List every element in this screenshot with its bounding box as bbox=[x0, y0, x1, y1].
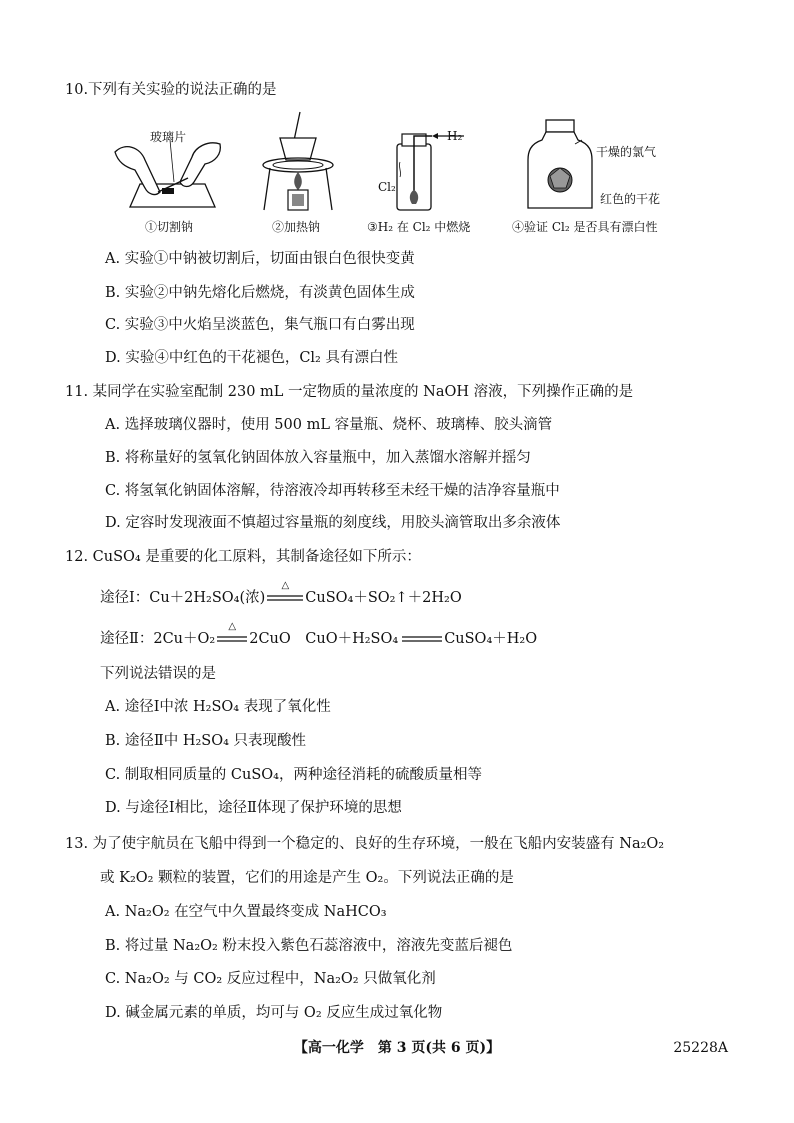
q11-option-d: D. 定容时发现液面不慎超过容量瓶的刻度线，用胶头滴管取出多余液体 bbox=[105, 515, 561, 531]
route2-products: CuSO₄＋H₂O bbox=[444, 631, 538, 647]
q13-option-b: B. 将过量 Na₂O₂ 粉末投入紫色石蕊溶液中，溶液先变蓝后褪色 bbox=[105, 938, 513, 954]
q11-option-a: A. 选择玻璃仪器时，使用 500 mL 容量瓶、烧杯、玻璃棒、胶头滴管 bbox=[105, 417, 553, 433]
q10-option-a: A. 实验①中钠被切割后，切面由银白色很快变黄 bbox=[105, 251, 415, 267]
cl2-label: Cl₂ bbox=[378, 180, 396, 194]
flower-label: 红色的干花 bbox=[600, 192, 661, 206]
q11-option-b: B. 将称量好的氢氧化钠固体放入容量瓶中，加入蒸馏水溶解并摇匀 bbox=[105, 450, 531, 466]
h2-label: H₂ bbox=[447, 129, 463, 143]
q13-stem-line-2: 或 K₂O₂ 颗粒的装置，它们的用途是产生 O₂。下列说法正确的是 bbox=[100, 870, 514, 886]
q10-option-c: C. 实验③中火焰呈淡蓝色，集气瓶口有白雾出现 bbox=[105, 317, 415, 333]
route2-arrow-2 bbox=[398, 629, 444, 649]
q12-stem: 12. CuSO₄ 是重要的化工原料，其制备途径如下所示： bbox=[65, 549, 421, 565]
route1-products: CuSO₄＋SO₂↑＋2H₂O bbox=[305, 590, 462, 606]
caption-2: ②加热钠 bbox=[272, 220, 321, 234]
q12-option-d: D. 与途径Ⅰ相比，途径Ⅱ体现了保护环境的思想 bbox=[105, 800, 402, 816]
caption-4: ④验证 Cl₂ 是否具有漂白性 bbox=[512, 220, 658, 234]
caption-3: ③H₂ 在 Cl₂ 中燃烧 bbox=[367, 220, 471, 234]
q10-option-d: D. 实验④中红色的干花褪色，Cl₂ 具有漂白性 bbox=[105, 350, 398, 366]
caption-1: ①切割钠 bbox=[145, 220, 194, 234]
route2-middle: 2CuO CuO＋H₂SO₄ bbox=[249, 631, 399, 647]
q12-route-2 bbox=[100, 621, 538, 649]
q11-stem: 11. 某同学在实验室配制 230 mL 一定物质的量浓度的 NaOH 溶液，下列操作正确的是 bbox=[65, 384, 634, 400]
q12-route-1 bbox=[100, 580, 462, 608]
route2-arrow-1 bbox=[215, 621, 249, 649]
q10-option-b: B. 实验②中钠先熔化后燃烧，有淡黄色固体生成 bbox=[105, 285, 415, 301]
q12-prompt: 下列说法错误的是 bbox=[100, 666, 216, 682]
route1-arrow bbox=[265, 580, 305, 608]
glass-label: 玻璃片 bbox=[150, 130, 187, 144]
delta-symbol: △ bbox=[281, 580, 290, 591]
q12-option-c: C. 制取相同质量的 CuSO₄，两种途径消耗的硫酸质量相等 bbox=[105, 767, 482, 783]
q13-option-d: D. 碱金属元素的单质，均可与 O₂ 反应生成过氧化物 bbox=[105, 1005, 443, 1021]
q12-option-a: A. 途径Ⅰ中浓 H₂SO₄ 表现了氧化性 bbox=[105, 699, 331, 715]
q10-stem: 10.下列有关实验的说法正确的是 bbox=[65, 82, 277, 98]
dry-cl2-label: 干燥的氯气 bbox=[596, 145, 657, 159]
q12-option-b: B. 途径Ⅱ中 H₂SO₄ 只表现酸性 bbox=[105, 733, 307, 749]
route1-reactants: 途径Ⅰ：Cu＋2H₂SO₄(浓) bbox=[100, 590, 266, 606]
q13-option-a: A. Na₂O₂ 在空气中久置最终变成 NaHCO₃ bbox=[105, 904, 387, 920]
paper-code: 25228A bbox=[673, 1040, 728, 1056]
figure-heating-sodium bbox=[258, 110, 338, 215]
q13-option-c: C. Na₂O₂ 与 CO₂ 反应过程中，Na₂O₂ 只做氧化剂 bbox=[105, 971, 436, 987]
page-footer: 【高一化学 第 3 页(共 6 页)】 bbox=[293, 1040, 501, 1056]
q13-stem-line-1: 13. 为了使宇航员在飞船中得到一个稳定的、良好的生存环境，一般在飞船内安装盛有 Na₂O₂ bbox=[65, 836, 665, 852]
figure-dry-flower bbox=[520, 118, 600, 214]
delta-symbol: △ bbox=[228, 621, 237, 632]
q11-option-c: C. 将氢氧化钠固体溶解，待溶液冷却再转移至未经干燥的洁净容量瓶中 bbox=[105, 483, 560, 499]
route2-reactants: 途径Ⅱ：2Cu＋O₂ bbox=[100, 631, 216, 647]
